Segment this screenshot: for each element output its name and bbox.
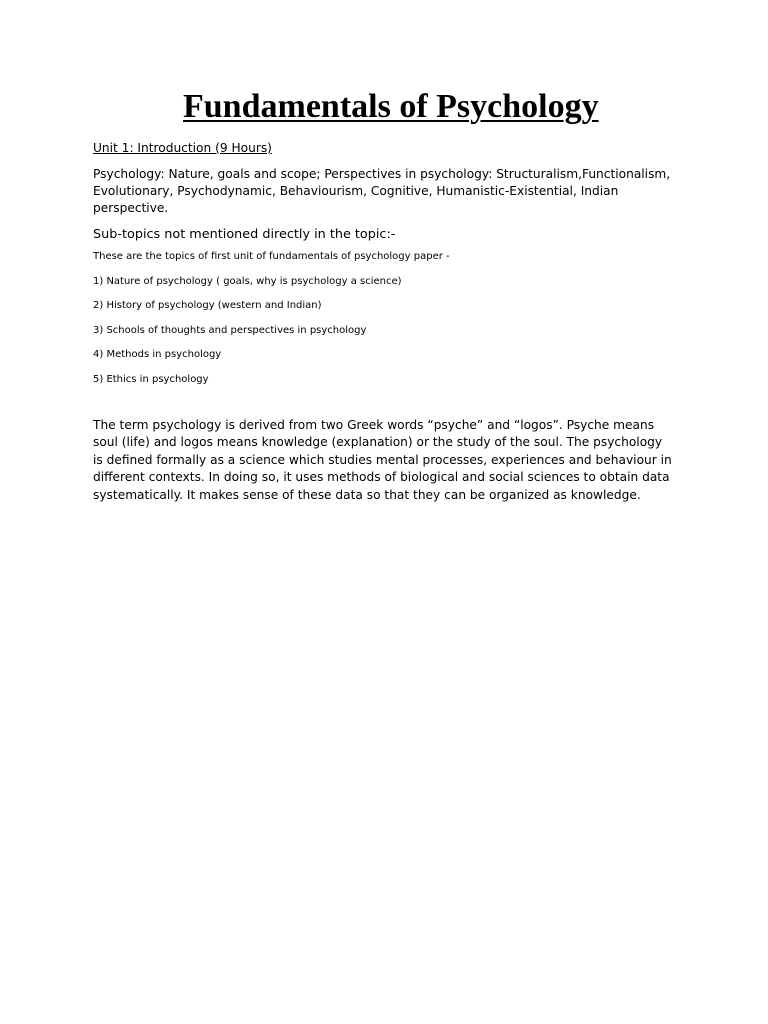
topics-intro-line: These are the topics of first unit of fundamentals of psychology paper - — [93, 251, 450, 262]
list-item: 5) Ethics in psychology — [93, 373, 209, 385]
syllabus-paragraph: Psychology: Nature, goals and scope; Perspectives in psychology: Structuralism,Functionalism, Evolutionary, Psychodynamic, Behaviourism, Cognitive, Humanistic-Existential, Indian perspective. — [93, 167, 671, 215]
topic-list — [93, 275, 673, 387]
document-title: Fundamentals of Psychology — [183, 88, 599, 125]
list-item: 4) Methods in psychology — [93, 349, 222, 360]
list-item: 3) Schools of thoughts and perspectives in psychology — [93, 324, 367, 336]
list-item: 2) History of psychology (western and Indian) — [93, 300, 322, 311]
subtopics-heading: Sub-topics not mentioned directly in the topic:- — [93, 227, 396, 242]
unit-heading: Unit 1: Introduction (9 Hours) — [93, 141, 272, 155]
list-item: 1) Nature of psychology ( goals, why is psychology a science) — [93, 275, 402, 287]
definition-paragraph: The term psychology is derived from two Greek words “psyche” and “logos”. Psyche means soul (life) and logos means knowledge (explanation) or the study of the soul. The psychology is defined formally as a science which studies mental processes, experiences and behaviour in different contexts. In doing so, it uses methods of biological and social sciences to obtain data systematically. It makes sense of these data so that they can be organized as knowledge. — [93, 417, 672, 502]
document-page — [93, 84, 673, 504]
